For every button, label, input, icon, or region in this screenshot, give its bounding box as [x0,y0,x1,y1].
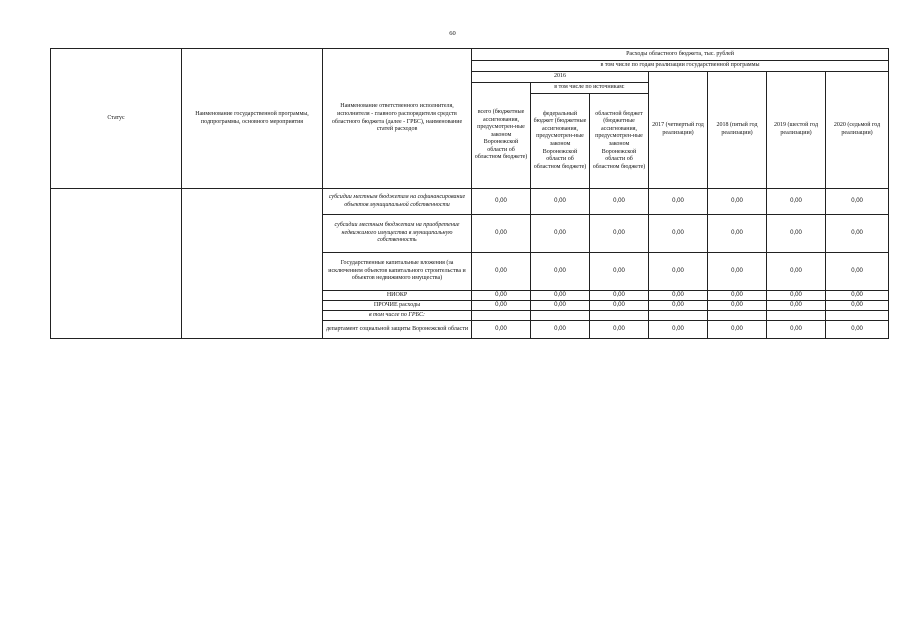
value-federal: 0,00 [531,189,590,215]
value-2019: 0,00 [767,253,826,291]
value-2017 [649,311,708,321]
value-federal: 0,00 [531,253,590,291]
row-label: субсидии местным бюджетам на софинансирование объектов муниципальной собственности [323,189,472,215]
value-2018: 0,00 [708,321,767,339]
header-2019: 2019 (шестой год реализации) [767,72,826,189]
value-2017: 0,00 [649,291,708,301]
value-total: 0,00 [472,253,531,291]
header-year-2016: 2016 [472,72,649,83]
value-2020: 0,00 [826,291,889,301]
header-executor: Наименование ответственного исполнителя, исполнителя - главного распорядителя средств областного бюджета (далее - ГРБС), наименование статей расходов [323,49,472,189]
value-2018: 0,00 [708,301,767,311]
value-federal: 0,00 [531,215,590,253]
header-status: Статус [51,49,182,189]
value-2019: 0,00 [767,291,826,301]
value-total [472,311,531,321]
value-2020: 0,00 [826,189,889,215]
value-regional: 0,00 [590,189,649,215]
value-2020 [826,311,889,321]
value-federal: 0,00 [531,321,590,339]
value-total: 0,00 [472,291,531,301]
value-2019: 0,00 [767,301,826,311]
row-label: Государственные капитальные вложения (за исключением объектов капитального строительства и объектов недвижимого имущества) [323,253,472,291]
row-label: субсидии местным бюджетам на приобретение недвижимого имущества в муниципальную собственность [323,215,472,253]
header-2018: 2018 (пятый год реализации) [708,72,767,189]
header-federal: федеральный бюджет (бюджетные ассигнования, предусмотрен-ные законом Воронежской области об областном бюджете) [531,94,590,189]
value-2019 [767,311,826,321]
value-federal: 0,00 [531,301,590,311]
value-2017: 0,00 [649,301,708,311]
status-cell [51,189,182,339]
row-label: ПРОЧИЕ расходы [323,301,472,311]
header-total: всего (бюджетные ассигнования, предусмотрен-ные законом Воронежской области об областном бюджете) [472,83,531,189]
value-2020: 0,00 [826,301,889,311]
value-2020: 0,00 [826,253,889,291]
value-2019: 0,00 [767,189,826,215]
value-2017: 0,00 [649,253,708,291]
value-total: 0,00 [472,321,531,339]
header-2020: 2020 (седьмой год реализации) [826,72,889,189]
value-regional [590,311,649,321]
row-label: в том числе по ГРБС: [323,311,472,321]
value-2018 [708,311,767,321]
value-2018: 0,00 [708,215,767,253]
value-total: 0,00 [472,215,531,253]
value-2018: 0,00 [708,291,767,301]
value-2017: 0,00 [649,215,708,253]
value-total: 0,00 [472,189,531,215]
value-total: 0,00 [472,301,531,311]
value-2018: 0,00 [708,189,767,215]
value-2020: 0,00 [826,215,889,253]
budget-table [50,48,889,339]
value-2018: 0,00 [708,253,767,291]
value-regional: 0,00 [590,253,649,291]
value-regional: 0,00 [590,291,649,301]
page-number: 60 [449,30,456,37]
header-by-years: в том числе по годам реализации государственной программы [472,61,889,72]
value-2019: 0,00 [767,215,826,253]
value-regional: 0,00 [590,321,649,339]
header-by-sources: в том числе по источникам: [531,83,649,94]
header-regional: областной бюджет (бюджетные ассигнования, предусмотрен-ные законом Воронежской области об областном бюджете) [590,94,649,189]
row-label: НИОКР [323,291,472,301]
value-2019: 0,00 [767,321,826,339]
header-2017: 2017 (четвертый год реализации) [649,72,708,189]
value-2017: 0,00 [649,321,708,339]
value-federal [531,311,590,321]
header-program-name: Наименование государственной программы, подпрограммы, основного мероприятия [182,49,323,189]
value-2017: 0,00 [649,189,708,215]
header-expenses-title: Расходы областного бюджета, тыс. рублей [472,49,889,61]
value-2020: 0,00 [826,321,889,339]
row-label: департамент социальной защиты Воронежской области [323,321,472,339]
value-regional: 0,00 [590,301,649,311]
value-federal: 0,00 [531,291,590,301]
program-name-cell [182,189,323,339]
value-regional: 0,00 [590,215,649,253]
table-row [51,189,889,215]
